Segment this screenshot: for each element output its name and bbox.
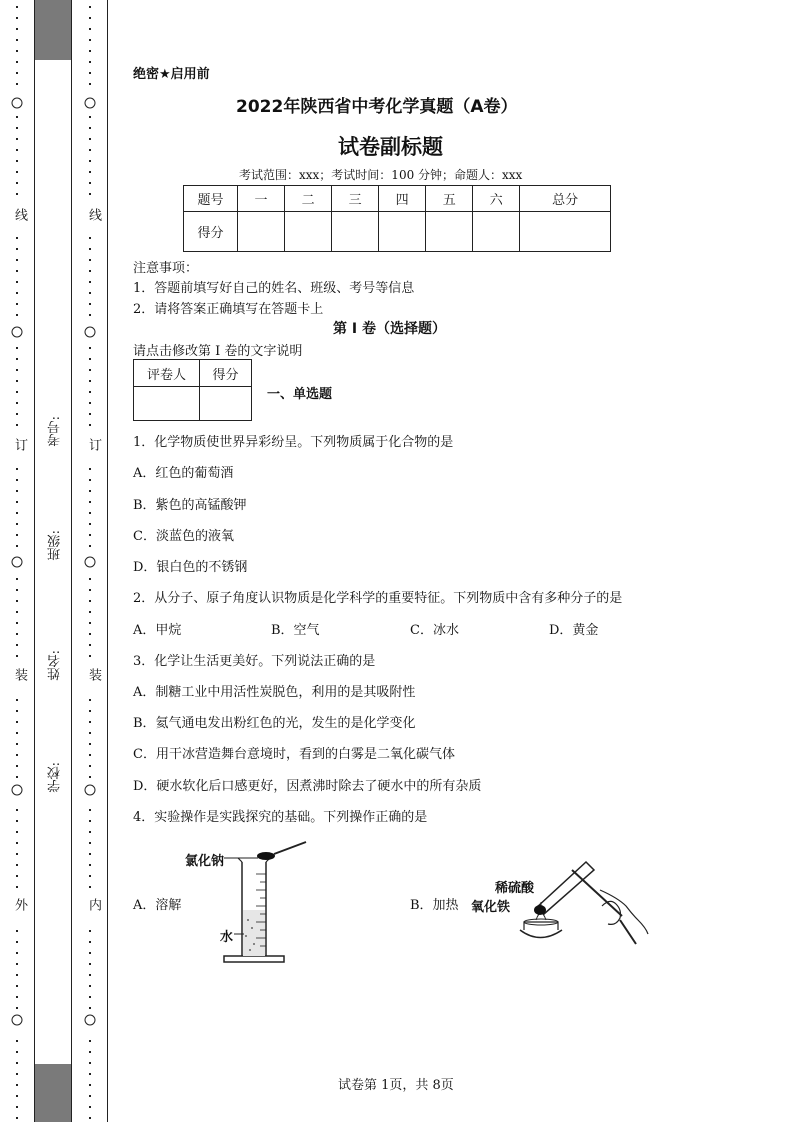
option-b[interactable]: B．紫色的高锰酸钾 (133, 498, 247, 513)
outer-char-zhuang: 装 (12, 668, 27, 681)
option-b[interactable]: B．空气 (271, 623, 320, 638)
grader-header: 评卷人 (134, 360, 200, 387)
score-header-cell: 总分 (520, 186, 611, 212)
inner-char-zhuang: 装 (86, 668, 101, 681)
option-d[interactable]: D．银白色的不锈钢 (133, 560, 248, 575)
score-cell[interactable] (285, 212, 332, 252)
label-dilute-sulfuric-acid: 稀硫酸 (495, 881, 535, 896)
option-c[interactable]: C．冰水 (410, 623, 459, 638)
score-header-cell: 四 (379, 186, 426, 212)
score-table-header-row (184, 186, 611, 212)
score-header-cell: 二 (285, 186, 332, 212)
score-header-cell: 题号 (184, 186, 238, 212)
score-header-cell: 三 (332, 186, 379, 212)
option-a[interactable]: A．甲烷 (133, 623, 182, 638)
content-border-line (107, 0, 108, 1122)
label-sodium-chloride: 氯化钠 (185, 854, 225, 869)
outer-char-wai: 外 (12, 898, 27, 911)
score-header-cell: 五 (426, 186, 473, 212)
section-title: 一、单选题 (267, 387, 333, 402)
inner-char-nei: 内 (86, 898, 101, 911)
option-c[interactable]: C．用干冰营造舞台意境时，看到的白雾是二氧化碳气体 (133, 747, 455, 762)
option-a[interactable]: A．红色的葡萄酒 (133, 466, 234, 481)
part1-title: 第 I 卷（选择题） (333, 321, 446, 337)
option-c[interactable]: C．淡蓝色的液氧 (133, 529, 234, 544)
score-header-cell: 一 (238, 186, 285, 212)
notes-title: 注意事项： (133, 261, 199, 276)
label-iron-oxide: 氧化铁 (471, 900, 511, 915)
outer-dotted-line (0, 0, 34, 1122)
question-stem: 3．化学让生活更美好。下列说法正确的是 (133, 654, 376, 669)
score-cell[interactable] (379, 212, 426, 252)
score-row-label: 得分 (184, 212, 238, 252)
score-header-cell: 六 (473, 186, 520, 212)
gray-tab-top (35, 0, 71, 60)
option-d[interactable]: D．黄金 (549, 623, 599, 638)
question-stem: 1．化学物质使世界异彩纷呈。下列物质属于化合物的是 (133, 435, 454, 450)
option-b[interactable]: B．加热 (410, 898, 459, 913)
secret-label: 绝密★启用前 (133, 67, 210, 82)
gray-tab-bottom (35, 1064, 71, 1122)
score-table-score-row (184, 212, 611, 252)
label-water: 水 (220, 930, 234, 945)
inner-char-xian: 线 (86, 208, 101, 221)
grader-table (133, 359, 252, 421)
score-cell[interactable] (473, 212, 520, 252)
score-cell[interactable] (238, 212, 285, 252)
option-a[interactable]: A．溶解 (133, 898, 182, 913)
score-cell[interactable] (332, 212, 379, 252)
question-stem: 4．实验操作是实践探究的基础。下列操作正确的是 (133, 810, 428, 825)
inner-dotted-line (73, 0, 107, 1122)
question-stem: 2．从分子、原子角度认识物质是化学科学的重要特征。下列物质中含有多种分子的是 (133, 591, 623, 606)
outer-char-ding: 订 (12, 438, 27, 451)
outer-border-line (34, 0, 35, 1122)
outer-char-xian: 线 (12, 208, 27, 221)
grader-cell[interactable] (200, 387, 252, 421)
grader-cell[interactable] (134, 387, 200, 421)
field-name[interactable]: 姓名: (48, 650, 63, 681)
figure-heating-test-tube (490, 850, 655, 952)
option-a[interactable]: A．制糖工业中用活性炭脱色，利用的是其吸附性 (133, 685, 416, 700)
notes-item: 2．请将答案正确填写在答题卡上 (133, 302, 324, 317)
inner-char-ding: 订 (86, 438, 101, 451)
exam-info: 考试范围：xxx；考试时间：100 分钟；命题人：xxx (239, 168, 523, 182)
page-subtitle: 试卷副标题 (338, 135, 443, 159)
score-cell[interactable] (520, 212, 611, 252)
score-table (183, 185, 611, 252)
page-title: 2022年陕西省中考化学真题（A卷） (236, 97, 518, 117)
inner-border-line (71, 0, 72, 1122)
grader-header: 得分 (200, 360, 252, 387)
option-b[interactable]: B．氦气通电发出粉红色的光，发生的是化学变化 (133, 716, 416, 731)
page-footer: 试卷第 1页，共 8页 (338, 1078, 454, 1093)
option-d[interactable]: D．硬水软化后口感更好，因煮沸时除去了硬水中的所有杂质 (133, 779, 482, 794)
notes-item: 1．答题前填写好自己的姓名、班级、考号等信息 (133, 281, 415, 296)
field-school[interactable]: 学校: (48, 762, 63, 793)
field-exam-number[interactable]: 考号: (48, 416, 63, 447)
part1-desc[interactable]: 请点击修改第 I 卷的文字说明 (133, 344, 303, 359)
field-class[interactable]: 班级: (48, 530, 63, 561)
score-cell[interactable] (426, 212, 473, 252)
